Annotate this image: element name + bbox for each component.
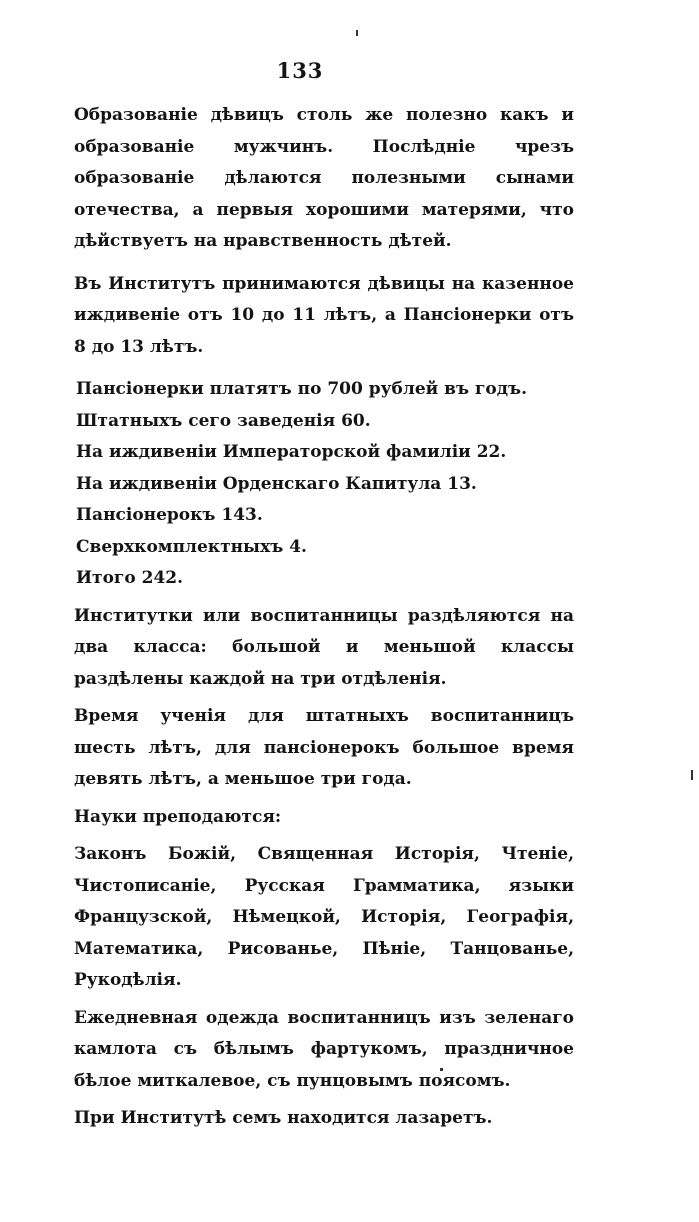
stat-line: На иждивеніи Императорской фамиліи 22. [76,442,507,462]
paragraph-infirmary: При Институтѣ семъ находится лазаретъ. [74,1108,493,1128]
ink-speck [440,1068,443,1071]
paragraph-admission: Въ Институтъ принимаются дѣвицы на казенное иждивеніе отъ 10 до 11 лѣтъ, а Пансіонерки отъ 8 до 13 лѣтъ. [74,273,574,357]
paragraph-study-time: Время ученія для штатныхъ воспитанницъ шесть лѣтъ, для пансіонерокъ большое время девять лѣтъ, а меньшое три года. [74,706,574,789]
paragraph-education: Образованіе дѣвицъ столь же полезно какъ и образованіе мужчинъ. Послѣдніе чрезъ образованіе дѣлаются полезными сынами отечества, а первыя хорошими матерями, что дѣйствуетъ на нравственность дѣтей. [74,105,574,251]
stat-line: На иждивеніи Орденскаго Капитула 13. [76,473,477,494]
statistics-list [74,374,574,595]
ink-speck [691,770,693,780]
stat-line: Итого 242. [76,568,184,588]
stat-line: Пансіонерокъ 143. [76,505,263,525]
ink-speck [356,30,358,36]
stat-line: Штатныхъ сего заведенія 60. [76,410,371,431]
stat-line: Сверхкомплектныхъ 4. [76,536,307,557]
paragraph-subjects-heading: Науки преподаются: [74,806,282,827]
page-body [74,100,574,1135]
paragraph-subjects: Законъ Божій, Священная Исторія, Чтеніе, Чистописаніе, Русская Грамматика, языки Французской, Нѣмецкой, Исторія, Географія, Математика, Рисованье, Пѣніе, Танцованье, Рукодѣлія. [74,844,574,990]
paragraph-classes: Институтки или воспитанницы раздѣляются на два класса: большой и меньшой классы раздѣлены каждой на три отдѣленія. [74,605,574,689]
stat-line: Пансіонерки платятъ по 700 рублей въ годъ. [76,379,527,399]
paragraph-uniform: Ежедневная одежда воспитанницъ изъ зеленаго камлота съ бѣлымъ фартукомъ, праздничное бѣлое миткалевое, съ пунцовымъ поясомъ. [74,1007,574,1091]
page-number: 133 [276,58,324,83]
